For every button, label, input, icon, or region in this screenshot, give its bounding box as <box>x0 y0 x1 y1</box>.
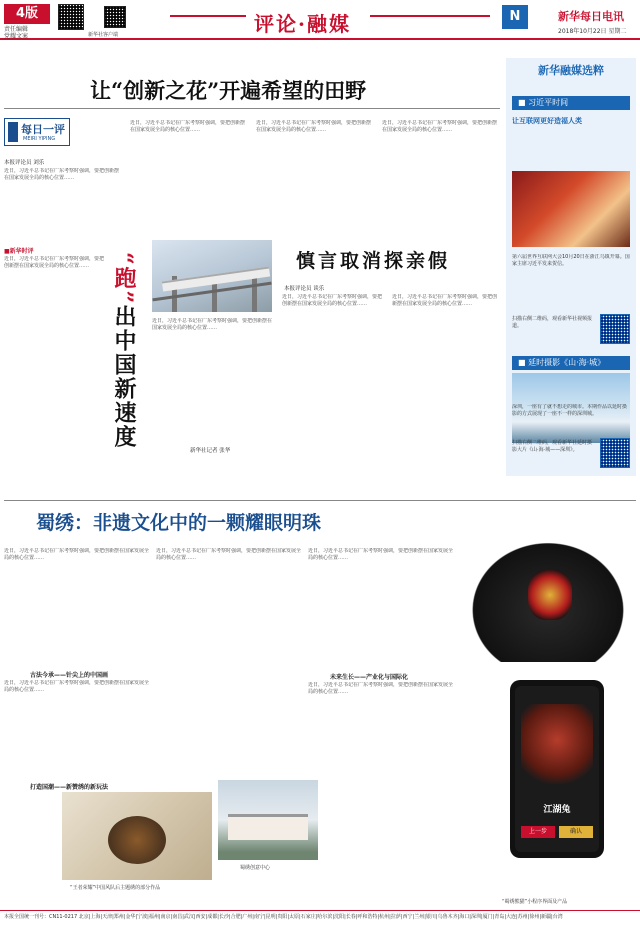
embroidered-jacket-photo <box>460 532 636 662</box>
shenyan-body: 近日，习近平总书记在广东考察时强调，要把创新摆在国家发展全局的核心位置…… <box>282 294 383 307</box>
feature-body-4: 近日，习近平总书记在广东考察时强调，要把创新摆在国家发展全局的核心位置…… <box>308 682 454 695</box>
paper-name: 新华每日电讯 <box>558 10 624 23</box>
feature-body-3: 近日，习近平总书记在广东考察时强调，要把创新摆在国家发展全局的核心位置…… <box>308 548 454 561</box>
divider <box>4 500 636 501</box>
footer-print-info: 本报全国统一刊号：CN11-0217 北京|上海|天津|郑州|金华|宁波|福州|南京|南昌|武汉|西安|成都|长沙|合肥|广州|南宁|昆明|贵阳|太原|石家庄|哈尔滨|沈阳|长春|呼和浩特|杭州|拉萨|西宁|兰州|银川|乌鲁木齐|海口|深圳|厦门|青岛|大连|苏州|徐州|新疆|台湾 <box>4 914 563 920</box>
page-number-badge: 4版 <box>4 4 50 24</box>
shenyan-body-col2: 近日，习近平总书记在广东考察时强调，要把创新摆在国家发展全局的核心位置…… <box>392 294 498 307</box>
sidebar-title: 新华融媒选粹 <box>538 64 604 77</box>
daily-comment-subtitle: MEIRI YIPING <box>23 136 56 142</box>
issue-date: 2018年10月22日 星期二 <box>558 28 627 35</box>
qr-code-icon[interactable] <box>600 314 630 344</box>
qr-code-icon <box>58 4 84 30</box>
xinhua-logo-icon: N <box>502 5 528 29</box>
sidebar-text-1: 第六届世界互联网大会10月20日在浙江乌镇开幕。国家主席习近平发来贺信。 <box>512 254 630 267</box>
jacket-embroidery <box>528 570 572 620</box>
app-hero-image <box>521 704 593 784</box>
media-sidebar <box>506 58 636 476</box>
sidebar-bar-timelapse: ■ 延时摄影《山·海·城》 <box>512 356 630 370</box>
pylon <box>252 276 257 312</box>
shenyan-byline: 本报评论员 谈乐 <box>284 286 325 292</box>
scan-instruction-2: 扫描右侧二维码，观看新华社延时摄影大片《山·海·城——深圳》。 <box>512 440 593 453</box>
confirm-button[interactable]: 确认 <box>559 826 593 838</box>
sidebar-text-2: 深圳，一座有了就不想走的城市。本期作品以延时摄影的方式展现了一座不一样的深圳城。 <box>512 404 628 417</box>
feature-title: 蜀绣：非遗文化中的一颗耀眼明珠 <box>36 512 322 534</box>
app-qr-code-icon <box>104 6 126 28</box>
daily-byline: 本报评论员 刘乐 <box>4 160 45 166</box>
divider <box>4 108 500 109</box>
editor-credit: 责任编辑 党耀文案 <box>4 26 29 40</box>
embroidery-figure <box>108 816 166 864</box>
daily-comment-logo <box>4 118 70 146</box>
caption-building: 蜀绣创意中心 <box>240 865 271 871</box>
masthead <box>0 0 640 40</box>
caption-app: “蜀绣熊猫”小程序界面及产品 <box>502 899 568 905</box>
daily-comment-body: 近日，习近平总书记在广东考察时强调，要把创新摆在国家发展全局的核心位置…… <box>4 168 120 181</box>
previous-button[interactable]: 上一步 <box>521 826 555 838</box>
embroidery-photo <box>62 792 212 880</box>
run-article-title: “跑”出中国新速度 <box>111 252 137 450</box>
commentary-body: 近日，习近平总书记在广东考察时强调，要把创新摆在国家发展全局的核心位置…… <box>4 256 104 269</box>
building <box>228 814 308 840</box>
run-article-byline: 新华社记者 张华 <box>190 448 231 454</box>
scan-instruction-1: 扫描右侧二维码，观看新华社视频报道。 <box>512 316 593 329</box>
sidebar-bar-xi-time: ■ 习近平时间 <box>512 96 630 110</box>
feature-body-1: 近日，习近平总书记在广东考察时强调，要把创新摆在国家发展全局的核心位置…… <box>4 680 150 693</box>
run-article-body: 近日，习近平总书记在广东考察时强调，要把创新摆在国家发展全局的核心位置…… <box>152 318 272 331</box>
title-decoration-left <box>170 15 246 17</box>
daily-comment-body-col2: 近日，习近平总书记在广东考察时强调，要把创新摆在国家发展全局的核心位置…… <box>130 120 246 133</box>
phone-mockup <box>510 680 604 858</box>
main-headline: 让“创新之花”开遍希望的田野 <box>90 78 367 103</box>
sidebar-subtitle: 让互联网更好造福人类 <box>512 117 582 125</box>
building-photo <box>218 780 318 860</box>
app-caption: 新华社客户端 <box>88 32 119 38</box>
daily-comment-title: 每日一评 <box>21 123 65 136</box>
feature-body-2: 近日，习近平总书记在广东考察时强调，要把创新摆在国家发展全局的核心位置…… <box>156 548 302 561</box>
conference-photo <box>512 171 630 247</box>
caption-embroidery: “王者荣耀”中国风队后主题绣的部分作品 <box>70 885 161 891</box>
phone-screen <box>515 686 599 852</box>
section-title: 评论·融媒 <box>254 12 351 36</box>
daily-comment-icon <box>8 122 18 142</box>
feature-section-1: 古法今承——针尖上的中国画 <box>30 672 109 679</box>
app-product-name: 江湖兔 <box>543 805 571 815</box>
divider <box>0 910 640 911</box>
daily-comment-body-col3: 近日，习近平总书记在广东考察时强调，要把创新摆在国家发展全局的核心位置…… <box>256 120 372 133</box>
qr-code-icon[interactable] <box>600 438 630 468</box>
feature-section-2: 打造国潮——新赞绣的新玩法 <box>30 784 109 791</box>
feature-section-3: 未来生长——产业化与国际化 <box>330 674 409 681</box>
xinhua-commentary-label: ■新华时评 <box>4 248 34 255</box>
title-decoration-right <box>370 15 490 17</box>
shenyan-article-title: 慎言取消探亲假 <box>296 250 451 272</box>
train-photo <box>152 240 272 312</box>
feature-intro: 近日，习近平总书记在广东考察时强调，要把创新摆在国家发展全局的核心位置…… <box>4 548 150 561</box>
daily-comment-body-col4: 近日，习近平总书记在广东考察时强调，要把创新摆在国家发展全局的核心位置…… <box>382 120 498 133</box>
